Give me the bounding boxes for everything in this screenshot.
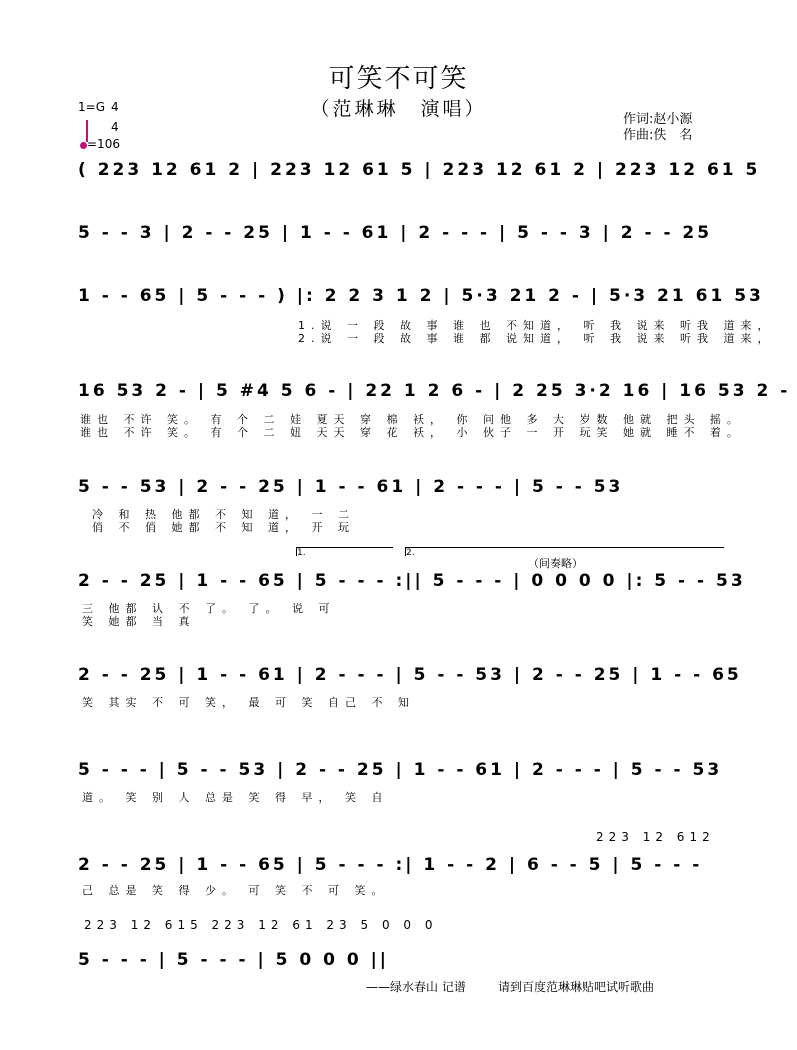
- lyrics-line-5b: 俏 不 俏 她都 不 知 道， 开 玩: [92, 521, 355, 534]
- volta-1-label: 1.: [297, 548, 306, 558]
- lyrics-line-6b: 笑 她都 当 真: [82, 615, 196, 628]
- lyrics-line-6a: 三 他都 认 不 了。 了。 说 可: [82, 602, 336, 615]
- lyrics-line-3b: 2.说 一 段 故 事 谁 都 说知道， 听 我 说来 听我 道来，: [298, 332, 775, 345]
- music-system-8: 5 - - - | 5 - - 53 | 2 - - 25 | 1 - - 61 | 2 - - - | 5 - - 53: [78, 760, 723, 780]
- music-system-7: 2 - - 25 | 1 - - 61 | 2 - - - | 5 - - 53 | 2 - - 25 | 1 - - 65: [78, 665, 742, 685]
- lyricist: 作词:赵小源: [623, 112, 693, 127]
- music-system-9: 2 - - 25 | 1 - - 65 | 5 - - - :| 1 - - 2 | 6 - - 5 | 5 - - -: [78, 855, 703, 875]
- volta-2-label: 2.: [406, 548, 415, 558]
- lyrics-line-8: 道。 笑 别 人 总是 笑 得 早， 笑 自: [82, 791, 389, 804]
- lyrics-line-4b: 谁也 不许 笑。 有 个 二 妞 天天 穿 花 袄， 小 伙子 一 开 玩笑 她就 睡不 着。: [80, 426, 744, 439]
- lyrics-line-7: 笑 其实 不 可 笑， 最 可 笑 自己 不 知: [82, 696, 415, 709]
- time-signature-bottom: 4: [111, 120, 119, 134]
- composer: 作曲:佚 名: [623, 128, 693, 143]
- listen-note: 请到百度范琳琳贴吧试听歌曲: [498, 980, 655, 994]
- lyrics-line-9: 己 总是 笑 得 少。 可 笑 不 可 笑。: [82, 884, 389, 897]
- lyrics-line-4a: 谁也 不许 笑。 有 个 二 娃 夏天 穿 棉 袄， 你 问他 多 大 岁数 他就 把头 摇。: [80, 413, 744, 426]
- song-subtitle: （范琳琳 演唱）: [310, 98, 487, 120]
- music-system-10: 5 - - - | 5 - - - | 5 0 0 0 ||: [78, 950, 389, 970]
- music-system-4: 16 53 2 - | 5 #4 5 6 - | 22 1 2 6 - | 2 25 3·2 16 | 16 53 2 -: [78, 381, 791, 401]
- volta-1: [296, 547, 393, 556]
- interlude-note: （间奏略）: [528, 557, 583, 570]
- time-signature-top: 4: [111, 100, 119, 114]
- lyrics-line-5a: 冷 和 热 他都 不 知 道， 一 二: [92, 508, 355, 521]
- music-system-3: 1 - - 65 | 5 - - - ) |: 2 2 3 1 2 | 5·3 21 2 - | 5·3 21 61 53: [78, 286, 764, 306]
- transcriber-credit: ——绿水春山 记谱: [366, 980, 466, 994]
- music-system-5: 5 - - 53 | 2 - - 25 | 1 - - 61 | 2 - - - | 5 - - 53: [78, 477, 624, 497]
- quarter-note-icon: [80, 142, 87, 149]
- tempo-value: =106: [87, 137, 120, 151]
- music-system-6: 2 - - 25 | 1 - - 65 | 5 - - - :|| 5 - - - | 0 0 0 0 |: 5 - - 53: [78, 571, 746, 591]
- tempo-mark: [80, 137, 120, 151]
- upper-voice-10: 223 12 615 223 12 61 23 5 0 0 0: [84, 918, 438, 932]
- upper-voice-9: 223 12 612: [596, 830, 715, 844]
- music-system-2: 5 - - 3 | 2 - - 25 | 1 - - 61 | 2 - - - | 5 - - 3 | 2 - - 25: [78, 223, 713, 243]
- key-signature: 1=G: [78, 100, 105, 114]
- music-system-1: ( 223 12 61 2 | 223 12 61 5 | 223 12 61 2 | 223 12 61 5: [78, 160, 761, 180]
- song-title: 可笑不可笑: [328, 64, 469, 94]
- lyrics-line-3a: 1.说 一 段 故 事 谁 也 不知道， 听 我 说来 听我 道来，: [298, 319, 775, 332]
